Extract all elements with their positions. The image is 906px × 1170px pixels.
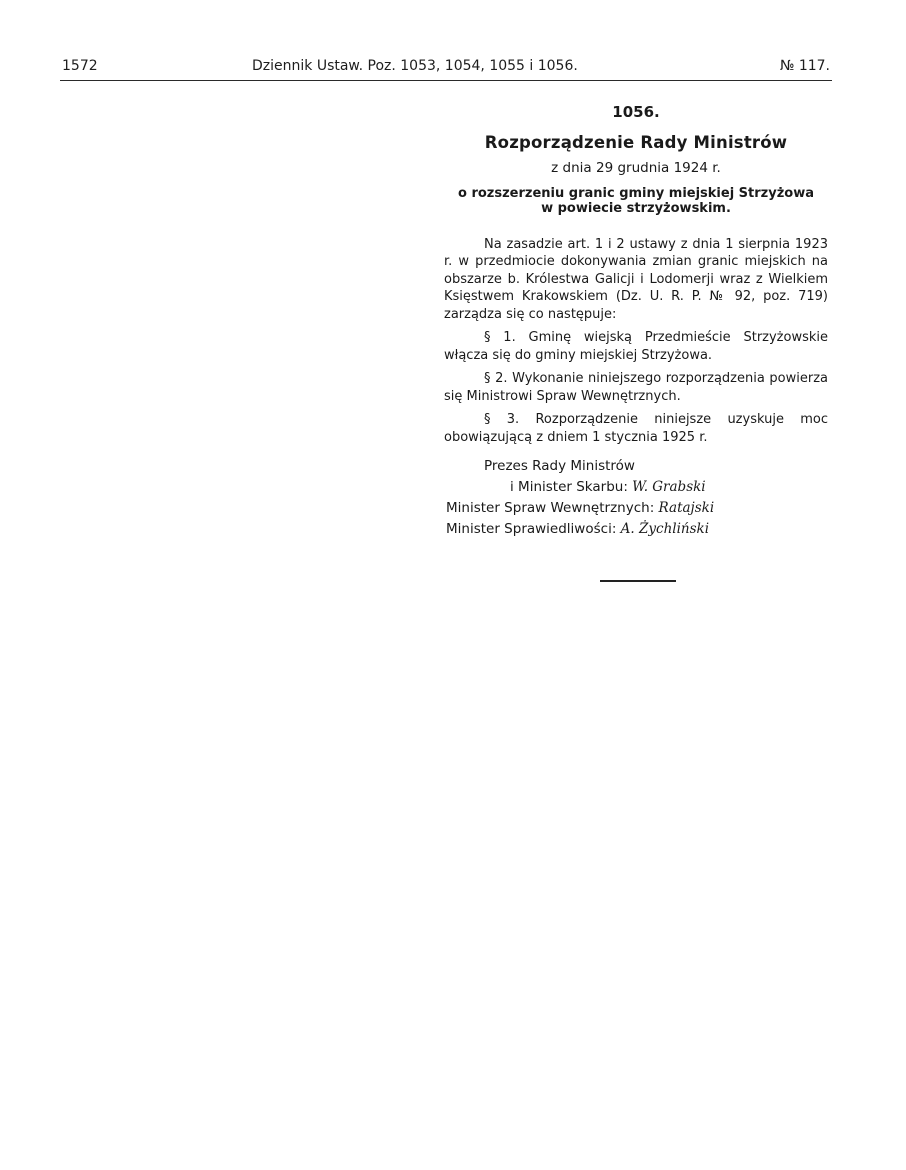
signature-line-4 <box>444 519 828 540</box>
document-subject <box>444 186 828 216</box>
document-date: z dnia 29 grudnia 1924 r. <box>551 160 721 176</box>
signature-2-label: i Minister Skarbu: <box>510 479 628 495</box>
subject-line-1: o rozszerzeniu granic gminy miejskiej Strzyżowa <box>458 185 814 201</box>
signature-4-name: A. Żychliński <box>620 521 710 537</box>
signature-3-label: Minister Spraw Wewnętrznych: <box>446 500 655 516</box>
signature-2-name: W. Grabski <box>632 479 706 495</box>
running-header <box>62 58 830 80</box>
subject-line-2: w powiecie strzyżowskim. <box>541 200 731 216</box>
signature-line-2 <box>444 477 828 498</box>
paragraph-1: § 1. Gminę wiejską Przedmieście Strzyżowskie włącza się do gminy miejskiej Strzyżowa. <box>444 330 828 363</box>
paragraph-3: § 3. Rozporządzenie niniejsze uzyskuje moc obowiązującą z dniem 1 stycznia 1925 r. <box>444 412 828 445</box>
document-body <box>444 236 828 447</box>
document-column <box>444 104 828 540</box>
signature-3-name: Ratajski <box>658 500 715 516</box>
signatures <box>444 456 828 540</box>
header-rule <box>60 80 832 81</box>
page-number: 1572 <box>62 58 98 74</box>
position-number: 1056. <box>612 103 660 121</box>
signature-line-1: Prezes Rady Ministrów <box>484 458 635 474</box>
preamble: Na zasadzie art. 1 i 2 ustawy z dnia 1 sierpnia 1923 r. w przedmiocie dokonywania zmian granic miejskich na obszarze b. Królestwa Galicji i Lodomerji wraz z Wielkiem Księstwem Krakowskiem (Dz. U. R. P. № 92, poz. 719) zarządza się co następuje: <box>444 236 828 322</box>
journal-title: Dziennik Ustaw. Poz. 1053, 1054, 1055 i 1056. <box>252 58 578 74</box>
signature-line-3 <box>444 498 828 519</box>
end-rule <box>600 580 676 582</box>
document-title: Rozporządzenie Rady Ministrów <box>484 132 788 152</box>
paragraph-2: § 2. Wykonanie niniejszego rozporządzenia powierza się Ministrowi Spraw Wewnętrznych. <box>444 371 828 404</box>
signature-4-label: Minister Sprawiedliwości: <box>446 521 617 537</box>
issue-number: № 117. <box>779 58 830 74</box>
